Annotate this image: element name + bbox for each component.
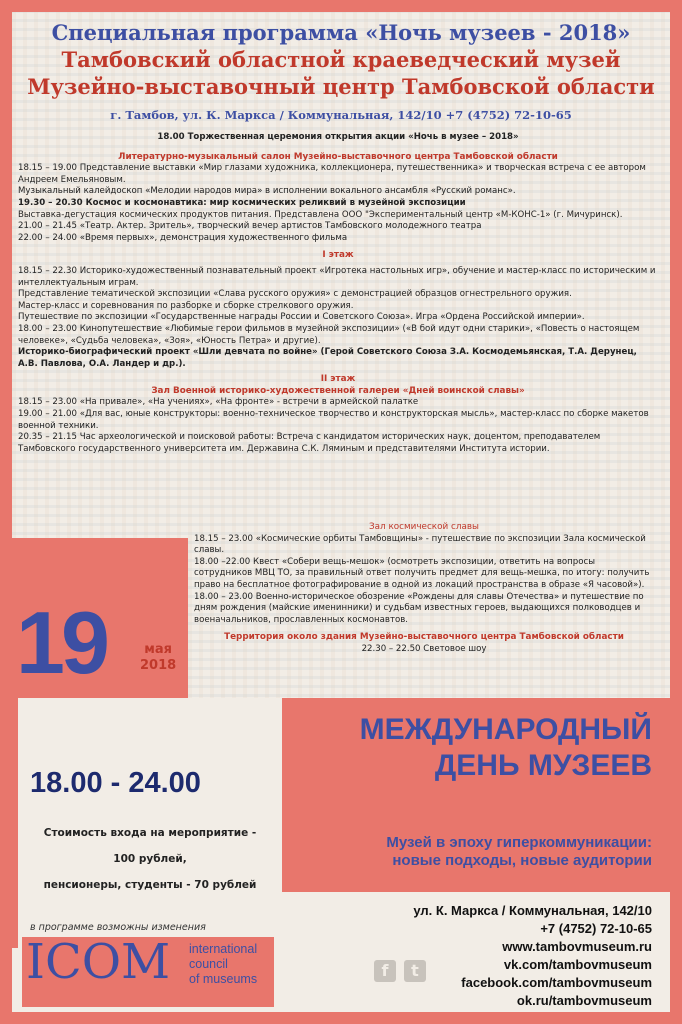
floor1-item: 18.15 – 22.30 Историко-художественный познавательный проект «Игротека настольных игр», обучение и мастер-класс по историческим и интеллектуальным играм. (18, 265, 656, 288)
space-item: 18.00 – 23.00 Военно-историческое обозрение «Рождены для славы Отечества» и путешествие по дням рождения (майские именинники) и судьбам известных героев, выдающихся полководцев и военачальников, прославленных космонавтов. (194, 591, 644, 625)
contact-phone: +7 (4752) 72-10-65 (540, 921, 652, 936)
space-title: Зал космической славы (369, 522, 479, 532)
changes-note: в программе возможны изменения (30, 922, 206, 933)
slogan-line: новые подходы, новые аудитории (392, 852, 652, 869)
price-reduced: пенсионеры, студенты - 70 рублей (43, 879, 257, 891)
opening-ceremony: 18.00 Торжественная церемония открытия акции «Ночь в музее – 2018» (157, 132, 519, 142)
salon-item: 22.00 – 24.00 «Время первых», демонстрация художественного фильма (18, 232, 348, 243)
floor2-item: 18.15 – 23.00 «На привале», «На учениях», «На фронте» - встречи в армейской палатке (18, 397, 419, 408)
floor1-title: I этаж (322, 250, 354, 261)
salon-item: Выставка-дегустация космических продуктов питания. Представлена ООО "Экспериментальный центр «М-КОНС-1» (г. Мичуринск). (18, 209, 623, 220)
program-top (18, 132, 658, 455)
program-space (194, 522, 654, 656)
contact-vk-link[interactable]: vk.com/tambovmuseum (503, 957, 652, 972)
salon-title: Литературно-музыкальный салон Музейно-выставочного центра Тамбовской области (118, 151, 558, 162)
salon-item: 19.30 – 20.30 Космос и космонавтика: мир космических реликвий в музейной экспозиции (18, 197, 466, 208)
floor1-item: Мастер-класс и соревнования по разборке и сборке стрелкового оружия. (18, 300, 354, 311)
territory-title: Территория около здания Музейно-выставочного центра Тамбовской области (224, 632, 624, 643)
floor2-item: 19.00 – 21.00 «Для вас, юные конструкторы: военно-техническое творчество и конструкторская мысль», мастер-класс по сборке макетов военной техники. (18, 409, 649, 431)
contact-site-link[interactable]: www.tambovmuseum.ru (502, 939, 652, 954)
floor1-item: Путешествие по экспозиции «Государственные награды России и Советского Союза». Игра «Ордена Российской империи». (18, 312, 585, 323)
price-block (30, 820, 270, 898)
floor2-title: II этаж (320, 374, 356, 385)
space-item: 18.15 – 23.00 «Космические орбиты Тамбовщины» - путешествие по экспозиции Зала космической славы. (194, 533, 646, 556)
icom-line: council (189, 957, 228, 971)
date-month: мая (144, 642, 172, 657)
date-day: 19 (16, 593, 106, 692)
salon-item: 21.00 – 21.45 «Театр. Актер. Зритель», творческий вечер артистов Тамбовского молодежного театра (18, 221, 482, 232)
floor2-subtitle: Зал Военной историко-художественной галереи «Дней воинской славы» (151, 385, 525, 396)
header-line-2: Тамбовский областной краеведческий музей (61, 47, 621, 72)
poster-canvas (12, 12, 670, 1012)
space-item: 18.00 –22.00 Квест «Собери вещь-мешок» (осмотреть экспозиции, ответить на вопросы сотрудников МВЦ ТО, за правильный ответ получить предмет для вещь-мешка, по итогу: получить право на бесплатное фотографирование в одной из локаций пространства в образе «Я часовой»). (194, 556, 650, 590)
event-slogan (282, 834, 670, 870)
contact-ok-link[interactable]: ok.ru/tambovmuseum (516, 993, 652, 1008)
floor1-item: Представление тематической экспозиции «Слава русского оружия» с демонстрацией образцов огнестрельного оружия. (18, 289, 572, 300)
side-stripe (12, 698, 18, 948)
facebook-icon[interactable]: f (374, 960, 396, 982)
event-title-line: МЕЖДУНАРОДНЫЙ (359, 713, 652, 746)
salon-item: 18.15 – 19.00 Представление выставки «Мир глазами художника, коллекционера, путешественника» и творческая встреча с ее автором Андреем Емельяновым. (18, 163, 646, 185)
event-time: 18.00 - 24.00 (30, 767, 201, 799)
contact-address: ул. К. Маркса / Коммунальная, 142/10 (413, 903, 652, 918)
salon-item: Музыкальный калейдоскоп «Мелодии народов мира» в исполнении вокального ансамбля «Русский романс». (18, 186, 516, 197)
floor1-item: Историко-биографический проект «Шли девчата по войне» (Герой Советского Союза З.А. Космодемьянская, Т.А. Дерунец, А.В. Павлова, О.А. Ландер и др.). (18, 347, 637, 369)
icom-logo: ICOM (26, 934, 171, 990)
event-title (282, 712, 670, 784)
event-title-line: ДЕНЬ МУЗЕЕВ (434, 749, 652, 782)
price-label: Стоимость входа на мероприятие - (43, 827, 257, 839)
date-month-year (140, 642, 176, 674)
icom-line: international (189, 942, 258, 956)
date-year: 2018 (140, 658, 177, 673)
slogan-line: Музей в эпоху гиперкоммуникации: (386, 834, 652, 851)
icom-text (189, 942, 257, 987)
header-line-3: Музейно-выставочный центр Тамбовской области (27, 74, 655, 99)
contact-fb-link[interactable]: facebook.com/tambovmuseum (461, 975, 652, 990)
icom-line: of museums (189, 972, 258, 986)
territory-item: 22.30 – 22.50 Световое шоу (361, 643, 487, 654)
header-line-1: Специальная программа «Ночь музеев - 2018» (51, 20, 631, 45)
contacts-list (282, 902, 670, 1010)
price-full: 100 рублей, (113, 853, 187, 865)
twitter-icon[interactable]: t (404, 960, 426, 982)
header-address: г. Тамбов, ул. К. Маркса / Коммунальная, 142/10 +7 (4752) 72-10-65 (110, 108, 572, 122)
floor1-item: 18.00 – 23.00 Кинопутешествие «Любимые герои фильмов в музейной экспозиции» («В бой идут одни старики», «Повесть о настоящем человеке», «Судьба человека», «Зоя», «Юность Петра» и другие). (18, 323, 640, 346)
floor2-item: 20.35 – 21.15 Час археологической и поисковой работы: Встреча с кандидатом исторических наук, доцентом, преподавателем Тамбовского государственного университета им. Державина С.К. Ляминым и представителями Института истории. (18, 432, 601, 454)
